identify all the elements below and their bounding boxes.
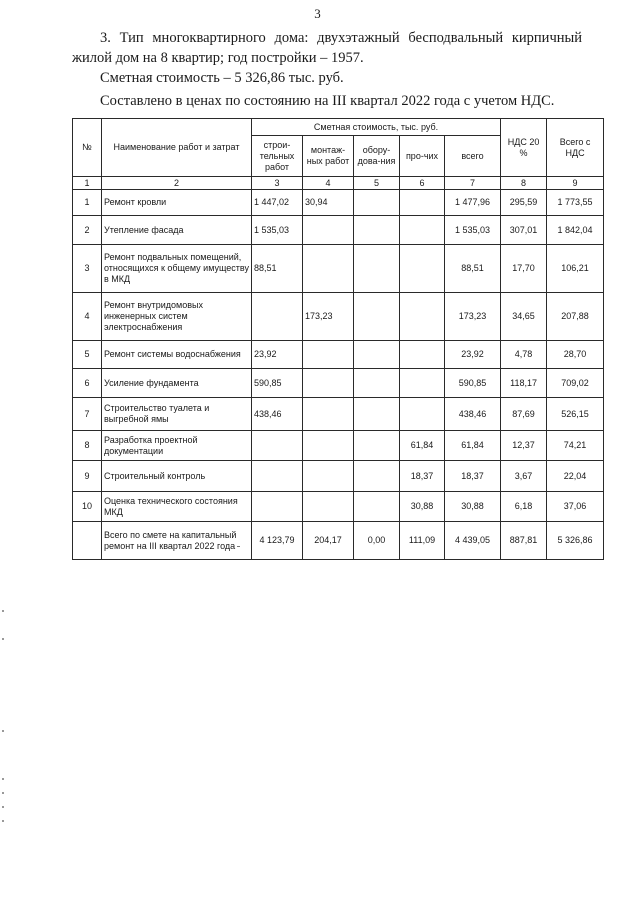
row-other [400,341,445,369]
row-vat: 12,37 [501,431,547,461]
row-grand: 207,88 [547,293,604,341]
row-num: 10 [73,492,102,522]
row-grand: 526,15 [547,398,604,431]
house-type-paragraph: 3. Тип многоквартирного дома: двухэтажный бесподвальный кирпичный жилой дом на 8 квартир; год постройки – 1957. [72,30,582,66]
dash-mark-icon [237,546,240,547]
row-total: 18,37 [445,461,501,492]
row-build: 1 535,03 [252,216,303,245]
row-name: Усиление фундамента [102,369,252,398]
row-name: Ремонт системы водоснабжения [102,341,252,369]
row-equip [354,216,400,245]
row-grand: 28,70 [547,341,604,369]
estimate-table [72,118,604,560]
row-build: 1 447,02 [252,190,303,216]
row-other [400,245,445,293]
row-build: 438,46 [252,398,303,431]
total-vat: 887,81 [501,522,547,560]
row-mount [303,461,354,492]
row-other [400,369,445,398]
col-index: 1 [73,177,102,190]
col-index: 2 [102,177,252,190]
col-index: 4 [303,177,354,190]
scan-margin-marks [2,610,4,850]
row-name: Строительный контроль [102,461,252,492]
row-mount: 30,94 [303,190,354,216]
col-index: 9 [547,177,604,190]
row-total: 88,51 [445,245,501,293]
row-other: 30,88 [400,492,445,522]
page-number: 3 [314,6,321,21]
total-build: 4 123,79 [252,522,303,560]
row-equip [354,245,400,293]
row-equip [354,398,400,431]
header-cost-group: Сметная стоимость, тыс. руб. [252,119,501,136]
row-total: 30,88 [445,492,501,522]
row-equip [354,369,400,398]
table-row [73,398,604,431]
row-equip [354,492,400,522]
table-row [73,216,604,245]
header-other: про-чих [400,136,445,177]
row-grand: 106,21 [547,245,604,293]
header-grand-total: Всего с НДС [547,119,604,177]
total-row [73,522,604,560]
header-name: Наименование работ и затрат [102,119,252,177]
row-num: 2 [73,216,102,245]
table-row [73,293,604,341]
column-index-row [73,177,604,190]
row-num: 3 [73,245,102,293]
row-num: 5 [73,341,102,369]
header-equip: обору-дова-ния [354,136,400,177]
row-num: 9 [73,461,102,492]
price-basis-line: Составлено в ценах по состоянию на III квартал 2022 года с учетом НДС. [100,93,555,109]
row-other: 61,84 [400,431,445,461]
row-mount [303,341,354,369]
table-row [73,369,604,398]
row-build [252,492,303,522]
row-other [400,190,445,216]
row-name: Утепление фасада [102,216,252,245]
row-num: 7 [73,398,102,431]
row-num: 1 [73,190,102,216]
row-name: Разработка проектной документации [102,431,252,461]
row-vat: 6,18 [501,492,547,522]
row-vat: 118,17 [501,369,547,398]
row-equip [354,190,400,216]
row-name: Ремонт внутридомовых инженерных систем электроснабжения [102,293,252,341]
row-grand: 37,06 [547,492,604,522]
row-build: 23,92 [252,341,303,369]
total-total: 4 439,05 [445,522,501,560]
total-grand: 5 326,86 [547,522,604,560]
row-vat: 3,67 [501,461,547,492]
row-mount [303,369,354,398]
row-grand: 22,04 [547,461,604,492]
table-row [73,190,604,216]
row-build: 88,51 [252,245,303,293]
row-total: 590,85 [445,369,501,398]
row-total: 23,92 [445,341,501,369]
table-row [73,492,604,522]
row-vat: 87,69 [501,398,547,431]
col-index: 3 [252,177,303,190]
row-other [400,216,445,245]
col-index: 6 [400,177,445,190]
row-num: 6 [73,369,102,398]
row-mount [303,216,354,245]
row-other [400,293,445,341]
row-vat: 17,70 [501,245,547,293]
row-mount [303,492,354,522]
row-equip [354,431,400,461]
row-other [400,398,445,431]
row-equip [354,461,400,492]
row-name: Ремонт подвальных помещений, относящихся к общему имуществу в МКД [102,245,252,293]
row-equip [354,341,400,369]
row-total: 1 477,96 [445,190,501,216]
row-mount [303,431,354,461]
table-row [73,245,604,293]
row-grand: 74,21 [547,431,604,461]
row-mount [303,245,354,293]
row-name: Ремонт кровли [102,190,252,216]
header-num: № [73,119,102,177]
row-grand: 709,02 [547,369,604,398]
total-mount: 204,17 [303,522,354,560]
header-vat: НДС 20 % [501,119,547,177]
header-mount: монтаж-ных работ [303,136,354,177]
row-total: 61,84 [445,431,501,461]
row-build: 590,85 [252,369,303,398]
row-other: 18,37 [400,461,445,492]
estimated-cost-line: Сметная стоимость – 5 326,86 тыс. руб. [100,70,344,86]
header-build: строи-тельных работ [252,136,303,177]
col-index: 8 [501,177,547,190]
table-row [73,341,604,369]
col-index: 7 [445,177,501,190]
row-mount: 173,23 [303,293,354,341]
row-mount [303,398,354,431]
row-vat: 295,59 [501,190,547,216]
row-num: 8 [73,431,102,461]
row-vat: 34,65 [501,293,547,341]
total-name: Всего по смете на капитальный ремонт на III квартал 2022 года [102,522,252,560]
total-equip: 0,00 [354,522,400,560]
row-num: 4 [73,293,102,341]
total-other: 111,09 [400,522,445,560]
row-build [252,293,303,341]
row-equip [354,293,400,341]
row-total: 438,46 [445,398,501,431]
row-total: 173,23 [445,293,501,341]
row-name: Оценка технического состояния МКД [102,492,252,522]
col-index: 5 [354,177,400,190]
row-build [252,431,303,461]
row-vat: 4,78 [501,341,547,369]
row-grand: 1 842,04 [547,216,604,245]
header-total: всего [445,136,501,177]
intro-text [72,28,582,111]
row-grand: 1 773,55 [547,190,604,216]
table-row [73,431,604,461]
row-build [252,461,303,492]
row-name: Строительство туалета и выгребной ямы [102,398,252,431]
row-vat: 307,01 [501,216,547,245]
row-total: 1 535,03 [445,216,501,245]
table-row [73,461,604,492]
